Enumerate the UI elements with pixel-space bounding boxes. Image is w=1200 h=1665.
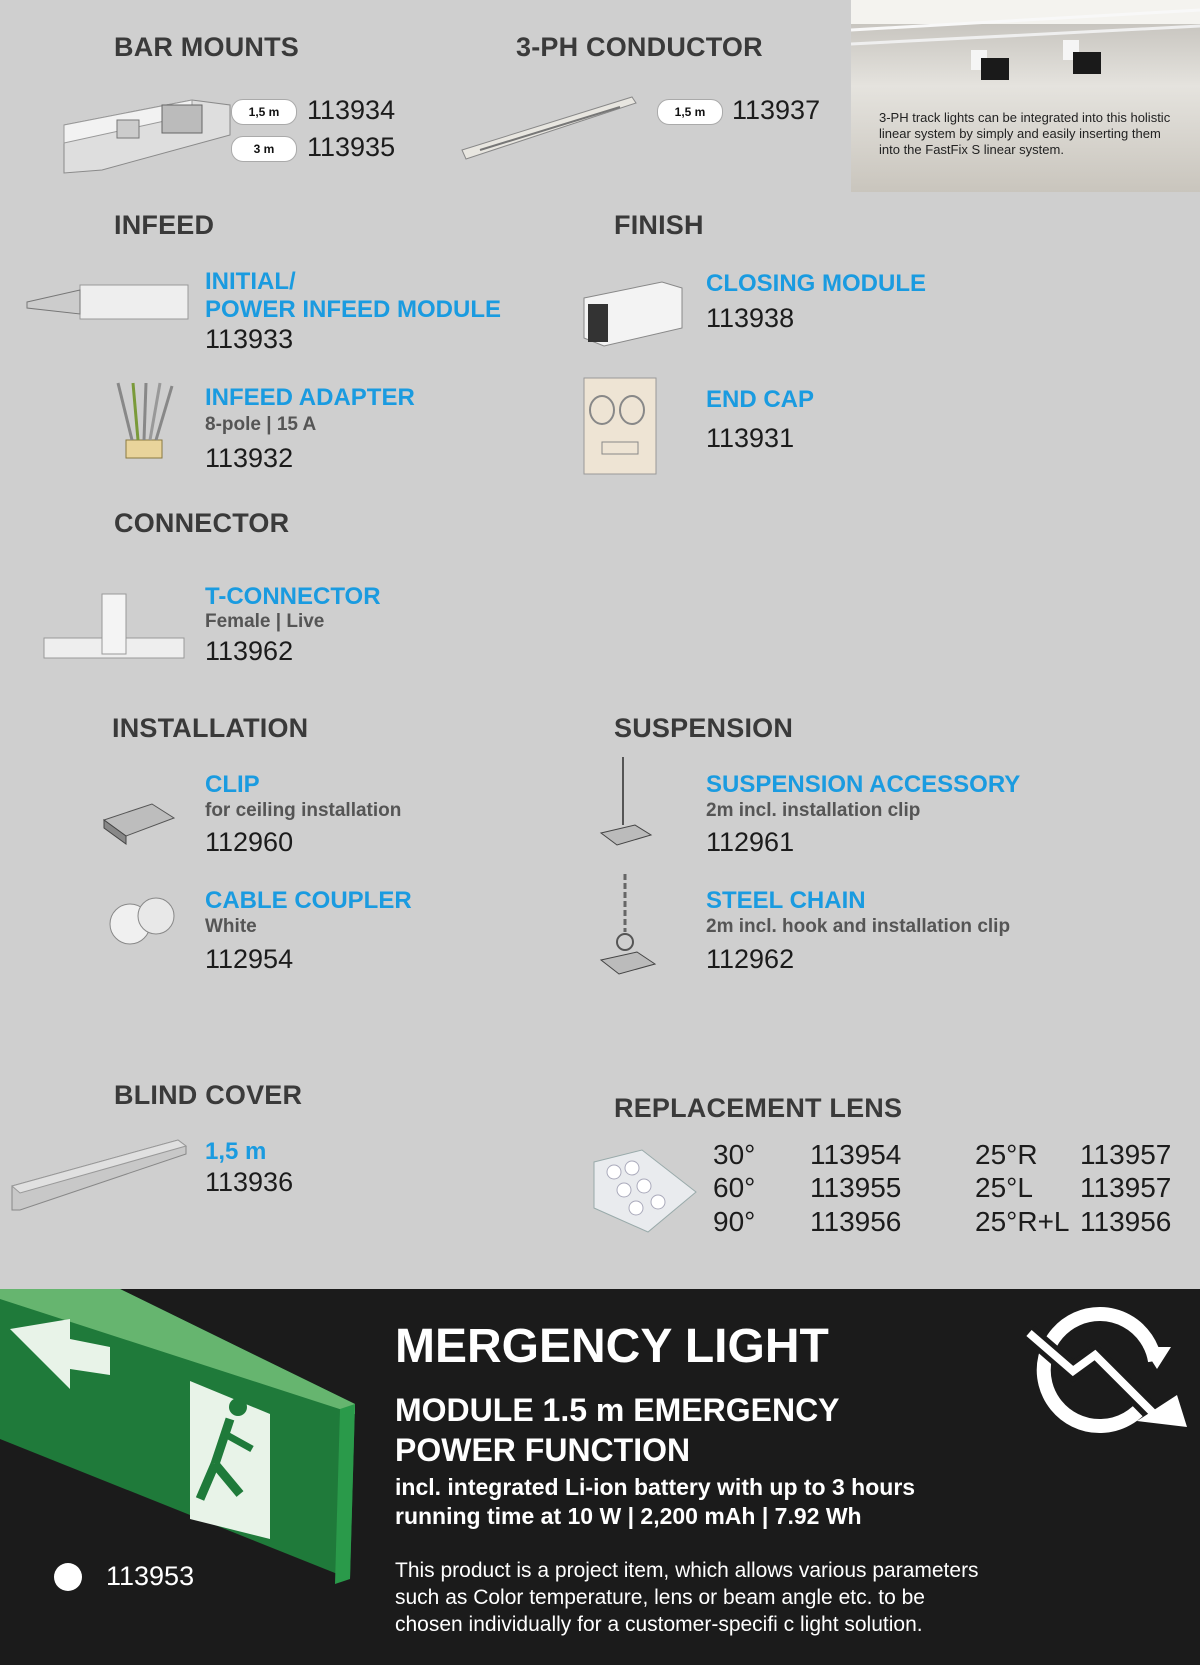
emergency-title: MERGENCY LIGHT [395, 1320, 829, 1373]
bar-mount-code: 113934 [307, 95, 396, 125]
emergency-note-line3: chosen individually for a customer-specifi c light solution. [395, 1613, 923, 1636]
suspension-accessory-desc: 2m incl. installation clip [706, 800, 921, 821]
infeed-module-name-line1: INITIAL/ [205, 268, 296, 295]
lens-variant: 25°R+L [975, 1206, 1070, 1237]
blind-cover-title: BLIND COVER [114, 1080, 303, 1110]
emergency-note-line2: such as Color temperature, lens or beam angle etc. to be [395, 1586, 925, 1609]
clip-image [102, 800, 177, 848]
blind-cover-image [10, 1138, 190, 1213]
infeed-title: INFEED [114, 210, 215, 240]
lens-variant: 25°L [975, 1172, 1033, 1203]
infeed-module-name-line2: POWER INFEED MODULE [205, 296, 502, 323]
closing-module-name: CLOSING MODULE [706, 270, 926, 297]
t-connector-image [42, 590, 187, 670]
suspension-accessory-image [595, 755, 655, 855]
emergency-section [0, 1289, 1200, 1665]
steel-chain-name: STEEL CHAIN [706, 887, 866, 914]
lens-code: 113956 [810, 1206, 902, 1237]
emergency-battery-line1: incl. integrated Li-ion battery with up to 3 hours [395, 1474, 916, 1500]
clip-desc: for ceiling installation [205, 800, 402, 821]
track-light-illustration [851, 0, 1200, 192]
conductor-title: 3-PH CONDUCTOR [516, 32, 763, 62]
emergency-code: 113953 [106, 1561, 195, 1591]
cable-coupler-name: CABLE COUPLER [205, 887, 412, 914]
steel-chain-code: 112962 [706, 944, 795, 974]
suspension-accessory-name: SUSPENSION ACCESSORY [706, 771, 1021, 798]
blind-cover-code: 113936 [205, 1167, 294, 1197]
conductor-code: 113937 [732, 95, 821, 125]
track-light-photo [851, 0, 1200, 192]
infeed-adapter-name: INFEED ADAPTER [205, 384, 415, 411]
power-failure-icon [1025, 1303, 1190, 1438]
finish-title: FINISH [614, 210, 704, 240]
lens-angle: 90° [713, 1206, 756, 1237]
emergency-subtitle-line2: POWER FUNCTION [395, 1432, 691, 1468]
emergency-note-line1: This product is a project item, which allows various parameters [395, 1559, 979, 1582]
t-connector-name: T-CONNECTOR [205, 583, 381, 610]
replacement-lens-image [592, 1148, 698, 1234]
clip-name: CLIP [205, 771, 260, 798]
photo-caption: 3-PH track lights can be integrated into this holistic linear system by simply and easily inserting them into the FastFix S linear system. [879, 110, 1171, 157]
bar-mounts-title: BAR MOUNTS [114, 32, 299, 62]
suspension-accessory-code: 112961 [706, 827, 795, 857]
steel-chain-image [595, 872, 660, 982]
end-cap-code: 113931 [706, 423, 795, 453]
end-cap-name: END CAP [706, 386, 815, 413]
bar-mount-length-pill: 1,5 m [231, 99, 297, 125]
color-dot-icon [54, 1563, 82, 1591]
infeed-adapter-code: 113932 [205, 443, 294, 473]
closing-module-code: 113938 [706, 303, 795, 333]
suspension-title: SUSPENSION [614, 713, 794, 743]
installation-title: INSTALLATION [112, 713, 309, 743]
end-cap-image [582, 370, 664, 480]
t-connector-desc: Female | Live [205, 611, 325, 632]
lens-code: 113954 [810, 1139, 902, 1170]
cable-coupler-desc: White [205, 916, 257, 937]
infeed-adapter-desc: 8-pole | 15 A [205, 414, 317, 435]
conductor-length-pill: 1,5 m [657, 99, 723, 125]
infeed-module-image [25, 280, 190, 325]
lens-code: 113955 [810, 1172, 902, 1203]
lens-variant-code: 113956 [1080, 1206, 1172, 1237]
emergency-battery-line2: running time at 10 W | 2,200 mAh | 7.92 Wh [395, 1503, 862, 1529]
bar-mount-code: 113935 [307, 132, 396, 162]
replacement-lens-title: REPLACEMENT LENS [614, 1093, 903, 1123]
blind-cover-length: 1,5 m [205, 1138, 267, 1165]
infeed-adapter-image [108, 378, 178, 463]
steel-chain-desc: 2m incl. hook and installation clip [706, 916, 1011, 937]
conductor-image [460, 95, 640, 165]
clip-code: 112960 [205, 827, 294, 857]
lens-angle: 60° [713, 1172, 756, 1203]
lens-variant-code: 113957 [1080, 1172, 1172, 1203]
lens-variant-code: 113957 [1080, 1139, 1172, 1170]
t-connector-code: 113962 [205, 636, 294, 666]
emergency-subtitle-line1: MODULE 1.5 m EMERGENCY [395, 1392, 840, 1428]
closing-module-image [582, 278, 684, 350]
bar-mount-length-pill: 3 m [231, 136, 297, 162]
lens-angle: 30° [713, 1139, 756, 1170]
exit-sign-image [0, 1289, 360, 1589]
cable-coupler-image [106, 892, 178, 948]
infeed-module-code: 113933 [205, 324, 294, 354]
bar-mount-image [62, 95, 232, 185]
lens-variant: 25°R [975, 1139, 1038, 1170]
cable-coupler-code: 112954 [205, 944, 294, 974]
connector-title: CONNECTOR [114, 508, 290, 538]
